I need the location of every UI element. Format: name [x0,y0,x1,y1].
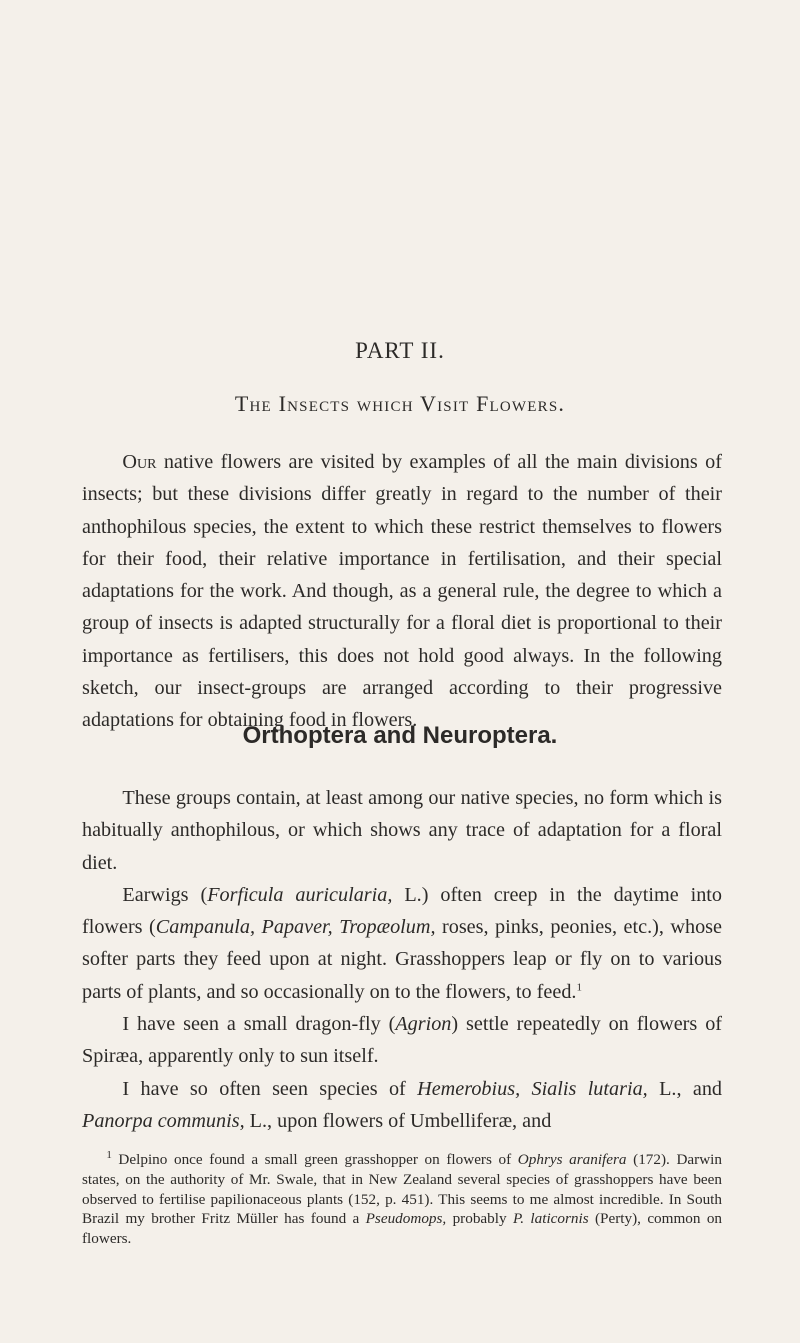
intro-text: native flowers are visited by examples of all the main divisions of insects; but these divisions differ greatly in regard to the number of their anthophilous species, the extent to which these restrict themselves to flowers for their food, their relative importance in fertilisation, and their special adaptations for the work. And though, as a general rule, the degree to which a group of insects is adapted structurally for a floral diet is proportional to their importance as fertilisers, this does not hold good always. In the following sketch, our insect-groups are arranged according to their progressive adaptations for obtaining food in flowers. [82,451,722,732]
intro-lead-word: Our [122,451,157,473]
paragraph-dragonfly [82,1008,722,1073]
text-run: ) settle repeatedly on flowers of Spiræa, apparently only to sun itself. [82,1013,723,1068]
text-run: Delpino once found a small green grasshopper on flowers of [111,1151,518,1168]
species-name: Ophrys aranifera [517,1151,627,1168]
text-run: L.) often creep in the daytime into flowers ( [82,883,722,939]
text-run: I have so often seen species of [122,1077,418,1100]
part-title: PART II. [355,338,445,363]
text-run: (Perty), common on flowers. [82,1210,723,1248]
text-run: roses, pinks, peonies, etc.), whose softer parts they feed upon at night. Grasshoppers leap or fly on to various parts of plants, and so occasionally on to the flowers, to feed. [82,916,722,1003]
text-run: L., and [647,1077,723,1100]
species-name: Campanula, Papaver, Tropæolum, [155,916,436,939]
paragraph-groups: These groups contain, at least among our native species, no form which is habitually anthophilous, or which shows any trace of adaptation for a floral diet. [82,787,722,874]
section-heading: Orthoptera and Neuroptera. [242,722,558,749]
paragraph-hemerobius [82,1073,722,1138]
chapter-title: The Insects which Visit Flowers. [234,391,566,416]
text-run: I have seen a small dragon-fly ( [122,1013,396,1036]
footnote-1 [82,1150,722,1249]
footnotes [82,1150,722,1249]
text-run: Earwigs ( [122,883,208,906]
text-run: (172). Darwin states, on the authority of Mr. Swale, that in New Zealand several species of grasshoppers have been observed to fertilise papilionaceous plants (152, p. 451). This seems to me almost incredible. In South Brazil my brother Fritz Müller has found a [82,1151,722,1228]
orthoptera-section [82,782,722,1137]
text-run: L., upon flowers of Umbelliferæ, and [244,1109,552,1132]
footnote-reference: 1 [576,981,582,994]
footnote-marker: 1 [106,1148,112,1161]
species-name: P. laticornis [512,1210,589,1228]
species-name: Agrion [395,1013,452,1036]
intro-paragraph [82,446,722,737]
intro-section [82,446,722,737]
species-name: Panorpa communis, [82,1109,245,1132]
species-name: Hemerobius, Sialis lutaria, [417,1077,648,1100]
species-name: Forficula auricularia, [207,883,393,906]
paragraph-earwigs [82,879,722,1008]
text-run: probably [446,1210,513,1228]
species-name: Pseudomops, [365,1210,447,1228]
